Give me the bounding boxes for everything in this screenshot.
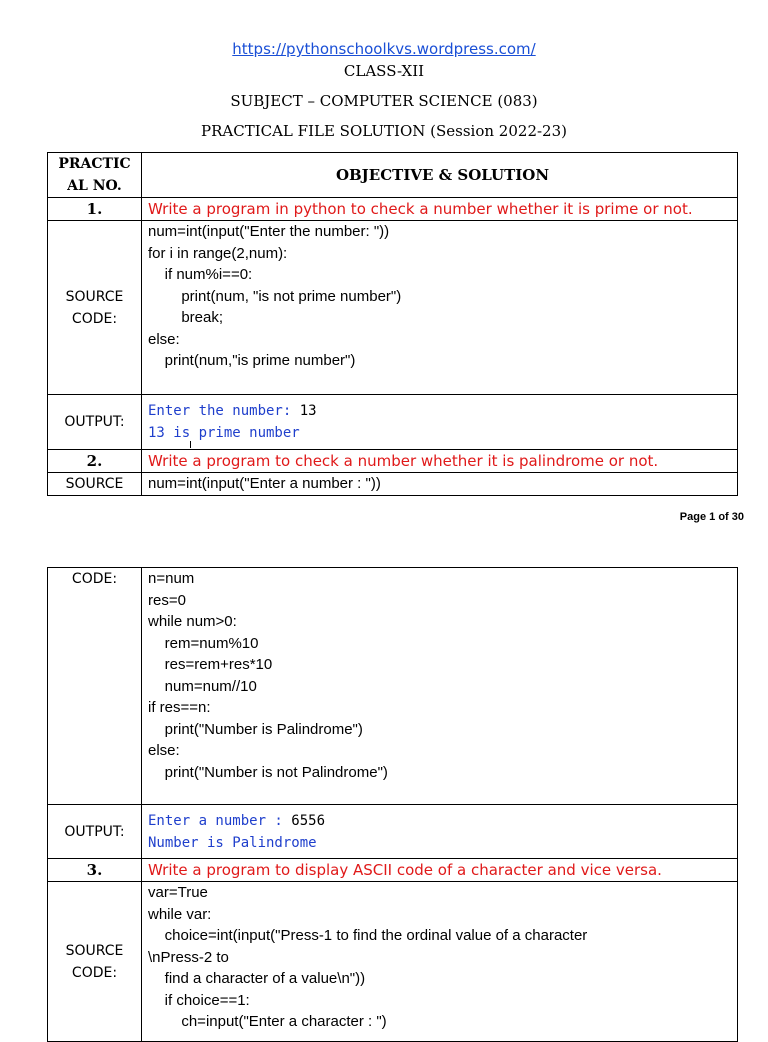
code-line: res=rem+res*10: [148, 656, 273, 673]
practical-1-row: [48, 198, 738, 221]
code-line: num=num//10: [148, 677, 257, 695]
table-header-row: [48, 153, 738, 198]
practical-no: 2.: [48, 450, 142, 473]
output-label: OUTPUT:: [48, 395, 142, 450]
source-label-line1: SOURCE: [65, 942, 124, 959]
code-line: if num%i==0:: [148, 266, 253, 283]
col-header-line1: PRACTIC: [58, 156, 131, 172]
practical-2-output-row: [48, 805, 738, 859]
code-line: break;: [148, 309, 224, 326]
practical-2-row: [48, 450, 738, 473]
header-link[interactable]: https://pythonschoolkvs.wordpress.com/: [232, 40, 536, 58]
source-code-block: [142, 568, 738, 805]
code-line: find a character of a value\n")): [148, 970, 366, 987]
practical-1-output-row: [48, 395, 738, 450]
practical-no: 3.: [48, 859, 142, 882]
source-code-block: [142, 473, 738, 496]
page-gap: [0, 535, 768, 547]
col-header-line2: AL NO.: [67, 178, 122, 194]
output-block: [142, 805, 738, 859]
output-result: Number is Palindrome: [148, 834, 317, 851]
practical-table-page1: [47, 152, 738, 496]
practical-no: 1.: [48, 198, 142, 221]
title-line: PRACTICAL FILE SOLUTION (Session 2022-23): [201, 122, 567, 140]
output-label: OUTPUT:: [48, 805, 142, 859]
code-line: \nPress-2 to: [148, 948, 229, 966]
page-2: [0, 547, 768, 1030]
code-line: print(num, "is not prime number"): [148, 287, 402, 305]
output-line-1: [148, 810, 737, 832]
class-line: CLASS-XII: [343, 62, 425, 80]
code-line: while var:: [148, 905, 212, 923]
source-code-label: [48, 221, 142, 395]
code-line: res=0: [148, 591, 186, 609]
code-line: n=num: [148, 570, 195, 587]
output-prompt: Enter a number :: [148, 812, 292, 829]
practical-objective: Write a program to display ASCII code of a character and vice versa.: [142, 859, 738, 882]
code-line: var=True: [148, 884, 208, 901]
source-label: SOURCE: [48, 473, 142, 496]
source-code-block: [142, 882, 738, 1042]
practical-objective: Write a program in python to check a number whether it is prime or not.: [142, 198, 738, 221]
subject-line: SUBJECT – COMPUTER SCIENCE (083): [230, 92, 538, 110]
code-line: if res==n:: [148, 699, 211, 716]
code-line: print("Number is not Palindrome"): [148, 763, 388, 781]
practical-objective: Write a program to check a number whether it is palindrome or not.: [142, 450, 738, 473]
practical-3-source-row: [48, 882, 738, 1042]
code-line: while num>0:: [148, 613, 237, 630]
output-input: 6556: [291, 812, 326, 829]
source-code-block: [142, 221, 738, 395]
practical-2-source-row-start: [48, 473, 738, 496]
code-line: rem=num%10: [148, 634, 259, 652]
source-label-line2: CODE:: [71, 310, 118, 327]
practical-2-source-row-cont: [48, 568, 738, 805]
code-line: if choice==1:: [148, 991, 250, 1009]
code-label: CODE:: [48, 568, 142, 805]
code-line: else:: [148, 330, 180, 348]
cursor-mark: [190, 441, 191, 448]
output-result: 13 is prime number: [148, 425, 300, 441]
col-header-objective: OBJECTIVE & SOLUTION: [142, 153, 738, 198]
code-line: else:: [148, 742, 180, 759]
output-block: [142, 395, 738, 450]
code-line: for i in range(2,num):: [148, 244, 288, 262]
code-line: choice=int(input("Press-1 to find the ordinal value of a character: [148, 927, 588, 944]
practical-3-row: [48, 859, 738, 882]
col-header-practical-no: [48, 153, 142, 198]
code-line: ch=input("Enter a character : "): [148, 1013, 387, 1030]
code-line: print("Number is Palindrome"): [148, 720, 363, 738]
practical-table-page2: [47, 567, 738, 1042]
page-footer: Page 1 of 30: [679, 511, 744, 523]
output-input: 13: [299, 403, 317, 419]
code-line: print(num,"is prime number"): [148, 352, 356, 369]
source-label-line2: CODE:: [71, 964, 118, 981]
practical-1-source-row: [48, 221, 738, 395]
code-line: num=int(input("Enter the number: ")): [148, 223, 390, 240]
output-line-1: [148, 400, 737, 422]
source-label-line1: SOURCE: [65, 288, 124, 305]
source-code-label: [48, 882, 142, 1042]
output-prompt: Enter the number:: [148, 403, 300, 419]
code-line: num=int(input("Enter a number : ")): [148, 475, 381, 493]
